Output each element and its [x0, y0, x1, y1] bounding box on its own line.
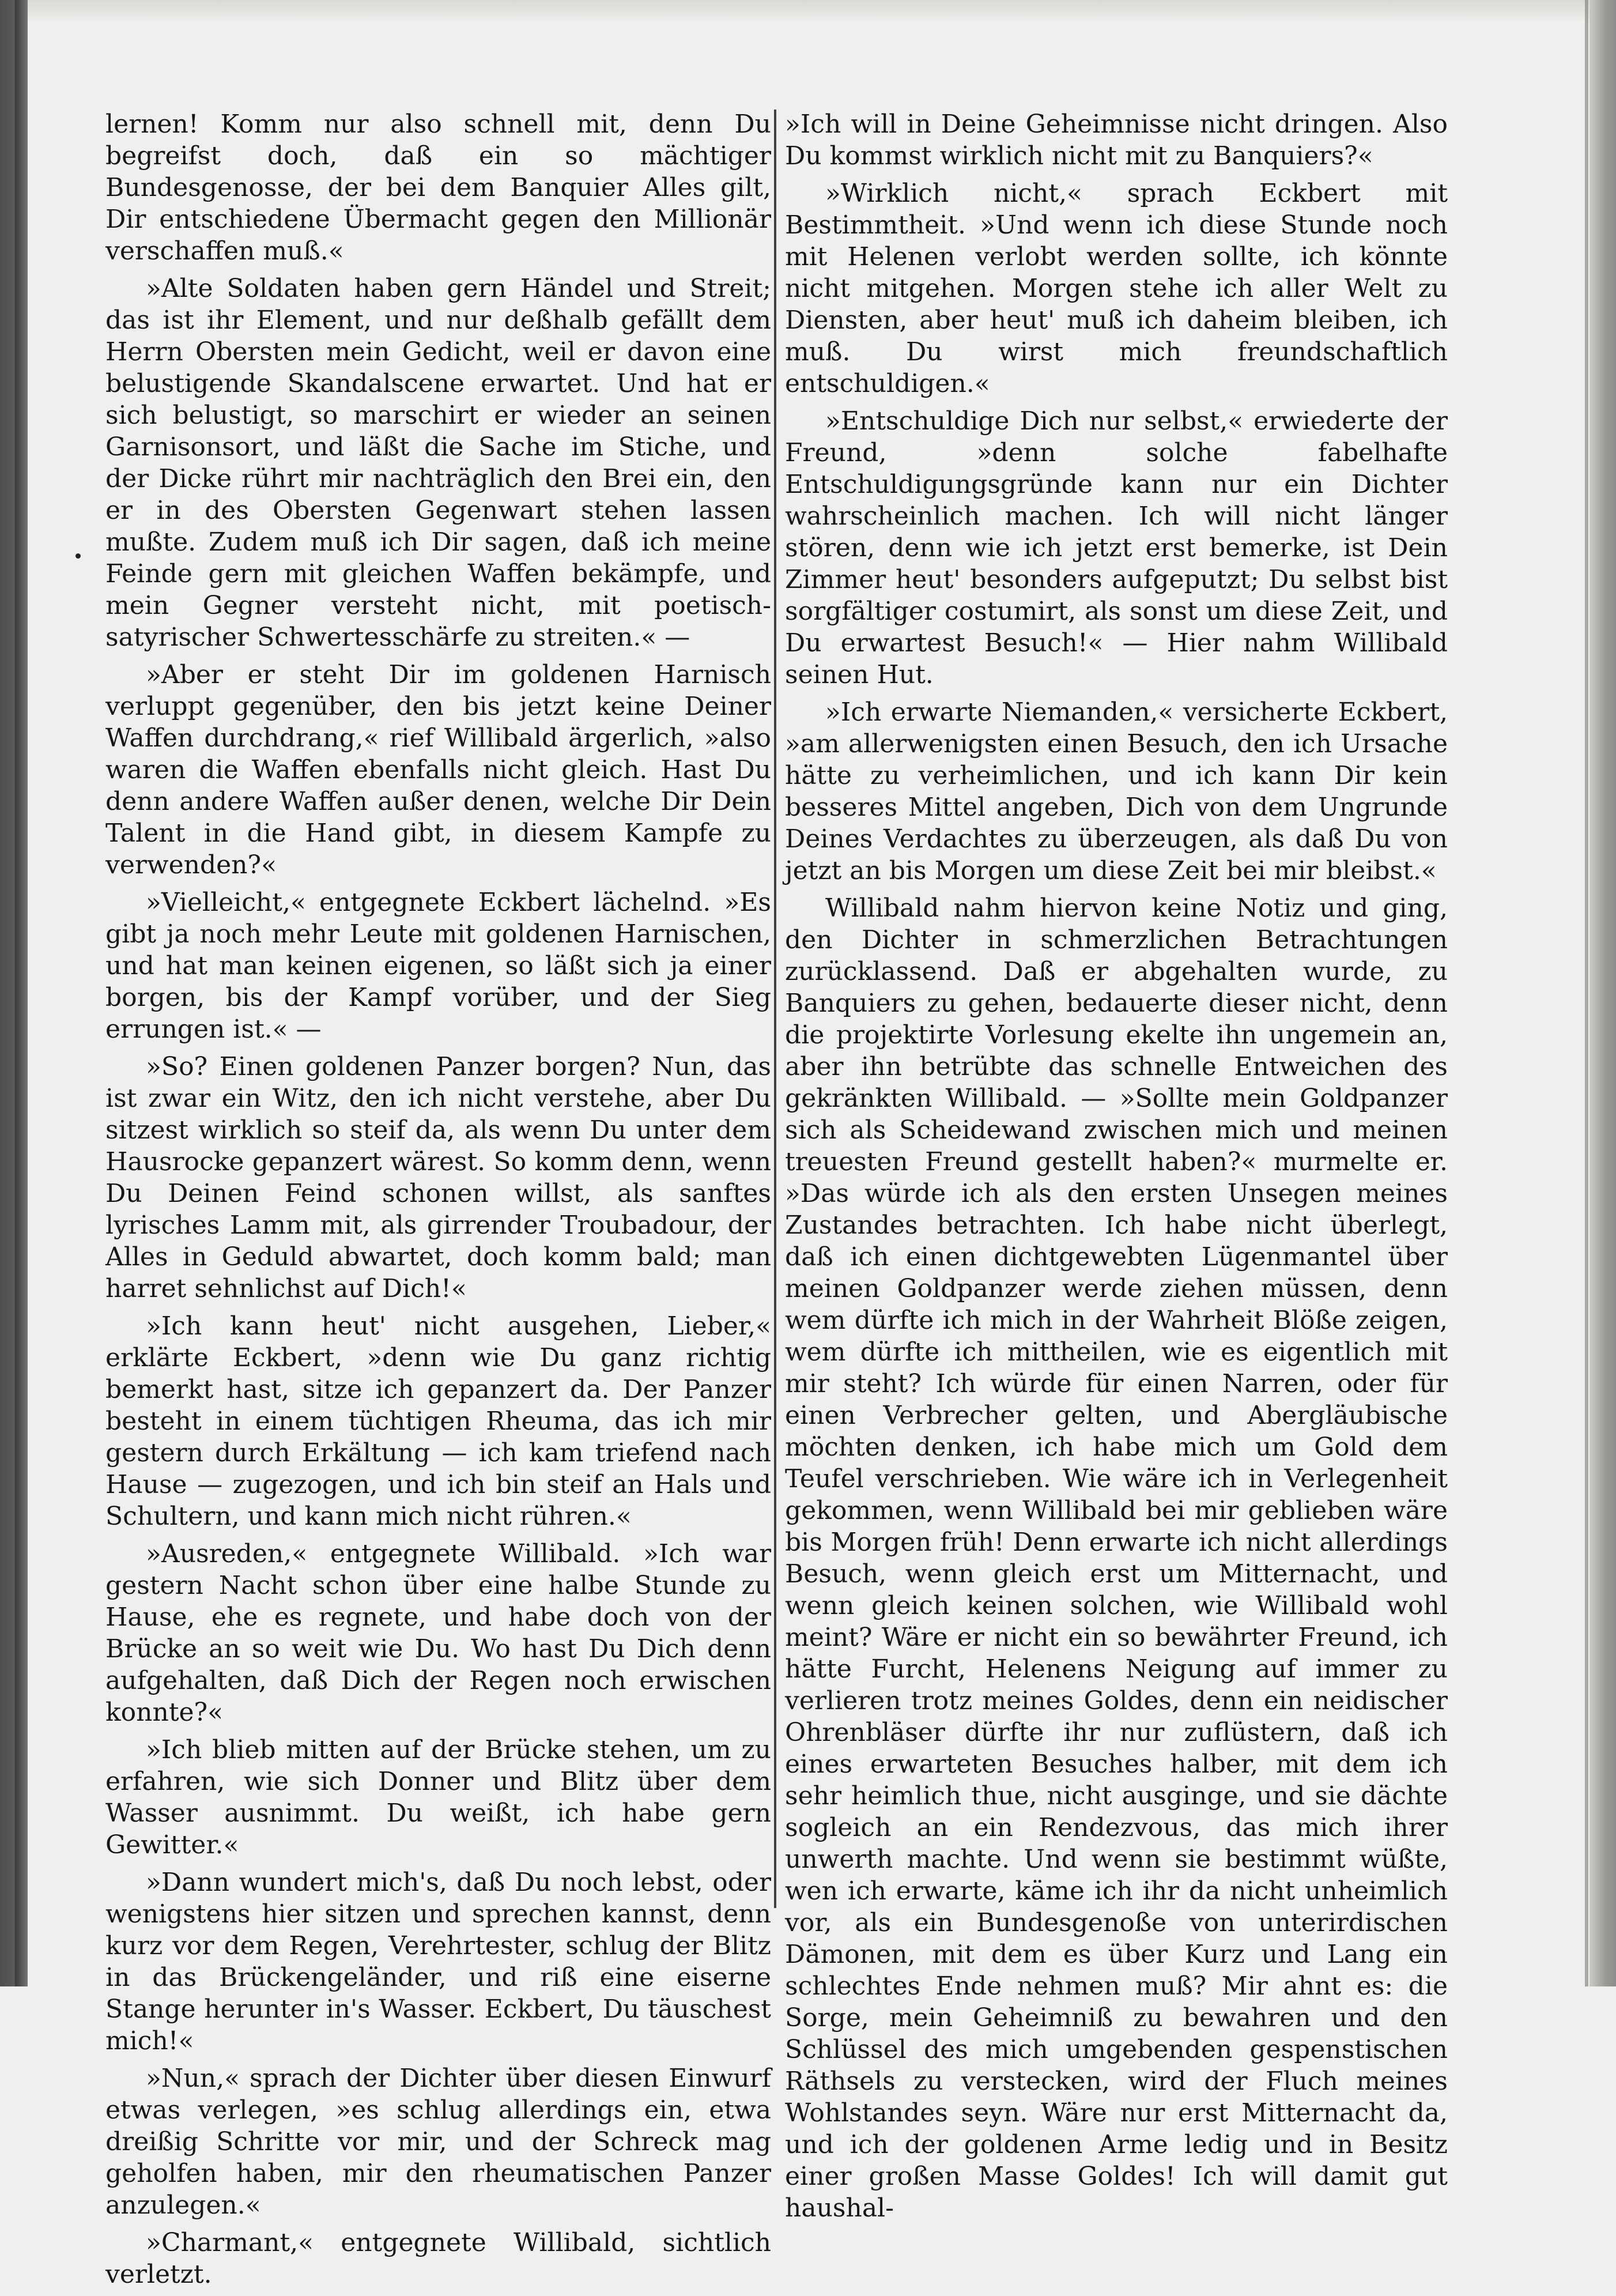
paragraph: lernen! Komm nur also schnell mit, denn Du begreifst doch, daß ein so mächtiger Bundesgenosse, der bei dem Banquier Alles gilt, Dir entschiedene Übermacht gegen den Millionär verschaffen muß.« [105, 110, 771, 266]
paragraph: »Ich blieb mitten auf der Brücke stehen, um zu erfahren, wie sich Donner und Blitz über dem Wasser ausnimmt. Du weißt, ich habe gern Gewitter.« [105, 1735, 771, 1860]
paragraph: »Ich will in Deine Geheimnisse nicht dringen. Also Du kommst wirklich nicht mit zu Banquiers?« [785, 110, 1448, 171]
paragraph: »Ich erwarte Niemanden,« versicherte Eckbert, »am allerwenigsten einen Besuch, den ich Ursache hätte zu verheimlichen, und ich kann Dir kein besseres Mittel angeben, Dich von dem Ungrunde Deines Verdachtes zu überzeugen, als daß Du von jetzt an bis Morgen um diese Zeit bei mir bleibst.« [785, 698, 1448, 885]
paragraph: »Wirklich nicht,« sprach Eckbert mit Bestimmtheit. »Und wenn ich diese Stunde noch mit Helenen verlobt werden sollte, ich könnte nicht mitgehen. Morgen stehe ich aller Welt zu Diensten, aber heut' muß ich daheim bleiben, ich muß. Du wirst mich freundschaftlich entschuldigen.« [785, 179, 1448, 398]
paragraph: »Charmant,« entgegnete Willibald, sichtlich verletzt. [105, 2228, 771, 2289]
paragraph: »Nun,« sprach der Dichter über diesen Einwurf etwas verlegen, »es schlug allerdings ein, etwa dreißig Schritte vor mir, und der Schreck mag geholfen haben, mir den rheumatischen Panzer anzulegen.« [105, 2064, 771, 2220]
paragraph: »Ich kann heut' nicht ausgehen, Lieber,« erklärte Eckbert, »denn wie Du ganz richtig bemerkt hast, sitze ich gepanzert da. Der Panzer besteht in einem tüchtigen Rheuma, das ich mir gestern durch Erkältung — ich kam triefend nach Hause — zugezogen, und ich bin steif an Hals und Schultern, und kann mich nicht rühren.« [105, 1311, 771, 1531]
paragraph: »Ausreden,« entgegnete Willibald. »Ich war gestern Nacht schon über eine halbe Stunde zu Hause, ehe es regnete, und habe doch von der Brücke an so weit wie Du. Wo hast Du Dich denn aufgehalten, daß Dich der Regen noch erwischen konnte?« [105, 1539, 771, 1727]
paragraph: »Aber er steht Dir im goldenen Harnisch verluppt gegenüber, den bis jetzt keine Deiner Waffen durchdrang,« rief Willibald ärgerlich, »also waren die Waffen ebenfalls nicht gleich. Hast Du denn andere Waffen außer denen, welche Dir Dein Talent in die Hand gibt, in diesem Kampfe zu verwenden?« [105, 660, 771, 880]
paragraph: »Vielleicht,« entgegnete Eckbert lächelnd. »Es gibt ja noch mehr Leute mit goldenen Harnischen, und hat man keinen eigenen, so läßt sich ja einer borgen, bis der Kampf vorüber, und der Sieg errungen ist.« — [105, 888, 771, 1044]
right-text-column [785, 108, 1448, 2230]
paragraph: Willibald nahm hiervon keine Notiz und ging, den Dichter in schmerzlichen Betrachtungen zurücklassend. Daß er abgehalten wurde, zu Banquiers zu gehen, bedauerte dieser nicht, denn die projektirte Vorlesung ekelte ihn ungemein an, aber ihn betrübte das schnelle Entweichen des gekränkten Willibald. — »Sollte mein Goldpanzer sich als Scheidewand zwischen mich und meinen treuesten Freund gestellt haben?« murmelte er. »Das würde ich als den ersten Unsegen meines Zustandes betrachten. Ich habe nicht überlegt, daß ich einen dichtgewebten Lügenmantel über meinen Goldpanzer werde ziehen müssen, denn wem dürfte ich mich in der Wahrheit Blöße zeigen, wem dürfte ich mittheilen, wie es eigentlich mit mir steht? Ich würde für einen Narren, oder für einen Verbrecher gelten, und Abergläubische möchten denken, ich habe mich um Gold dem Teufel verschrieben. Wie wäre ich in Verlegenheit gekommen, wenn Willibald bei mir geblieben wäre bis Morgen früh! Denn erwarte ich nicht allerdings Besuch, wenn gleich erst um Mitternacht, und wenn gleich keinen solchen, wie Willibald wohl meint? Wäre er nicht ein so bewährter Freund, ich hätte Furcht, Helenens Neigung auf immer zu verlieren trotz meines Goldes, denn ein neidischer Ohrenbläser dürfte ihr nur zuflüstern, daß ich eines erwarteten Besuches halber, mit dem ich sehr heimlich thue, nicht ausginge, und sie dächte sogleich an ein Rendezvous, das mich ihrer unwerth machte. Und wenn sie bestimmt wüßte, wen ich erwarte, käme ich ihr da nicht unheimlich vor, als ein Bundesgenoße von unterirdischen Dämonen, mit dem es über Kurz und Lang ein schlechtes Ende nehmen muß? Mir ahnt es: die Sorge, mein Geheimniß zu bewahren und den Schlüssel des mich umgebenden gespenstischen Räthsels zu verstecken, wird der Fluch meines Wohlstandes seyn. Wäre nur erst Mitternacht da, und ich der goldenen Arme ledig und in Besitz einer großen Masse Goldes! Ich will damit gut haushal- [785, 893, 1448, 2223]
margin-mark [75, 553, 81, 559]
page-edge-line [1585, 0, 1588, 1986]
paragraph: »Entschuldige Dich nur selbst,« erwiederte der Freund, »denn solche fabelhafte Entschuldigungsgründe kann nur ein Dichter wahrscheinlich machen. Ich will nicht länger stören, denn wie ich jetzt erst bemerke, ist Dein Zimmer heut' besonders aufgeputzt; Du selbst bist sorgfältiger costumirt, als sonst um diese Zeit, und Du erwartest Besuch!« — Hier nahm Willibald seinen Hut. [785, 406, 1448, 689]
paragraph: »So? Einen goldenen Panzer borgen? Nun, das ist zwar ein Witz, den ich nicht verstehe, aber Du sitzest wirklich so steif da, als wenn Du unter dem Hausrocke gepanzert wärest. So komm denn, wenn Du Deinen Feind schonen willst, als sanftes lyrisches Lamm mit, als girrender Troubadour, der Alles in Geduld abwartet, doch komm bald; man harret sehnlichst auf Dich!« [105, 1052, 771, 1303]
left-text-column [105, 108, 771, 2296]
right-edge-shadow [1589, 0, 1616, 1986]
paragraph: »Dann wundert mich's, daß Du noch lebst, oder wenigstens hier sitzen und sprechen kannst, denn kurz vor dem Regen, Verehrtester, schlug der Blitz in das Brückengeländer, und riß eine eiserne Stange herunter in's Wasser. Eckbert, Du täuschest mich!« [105, 1868, 771, 2056]
top-edge-shade [28, 0, 1589, 23]
binding-edge-shadow [0, 0, 28, 1986]
column-divider [774, 110, 776, 1908]
paragraph: »Alte Soldaten haben gern Händel und Streit; das ist ihr Element, und nur deßhalb gefällt dem Herrn Obersten mein Gedicht, weil er davon eine belustigende Skandalscene erwartet. Und hat er sich belustigt, so marschirt er wieder an seinen Garnisonsort, und läßt die Sache im Stiche, und der Dicke rührt mir nachträglich den Brei ein, den er in des Obersten Gegenwart stehen lassen mußte. Zudem muß ich Dir sagen, daß ich meine Feinde gern mit gleichen Waffen bekämpfe, und mein Gegner versteht nicht, mit poetisch-satyrischer Schwertesschärfe zu streiten.« — [105, 274, 771, 652]
